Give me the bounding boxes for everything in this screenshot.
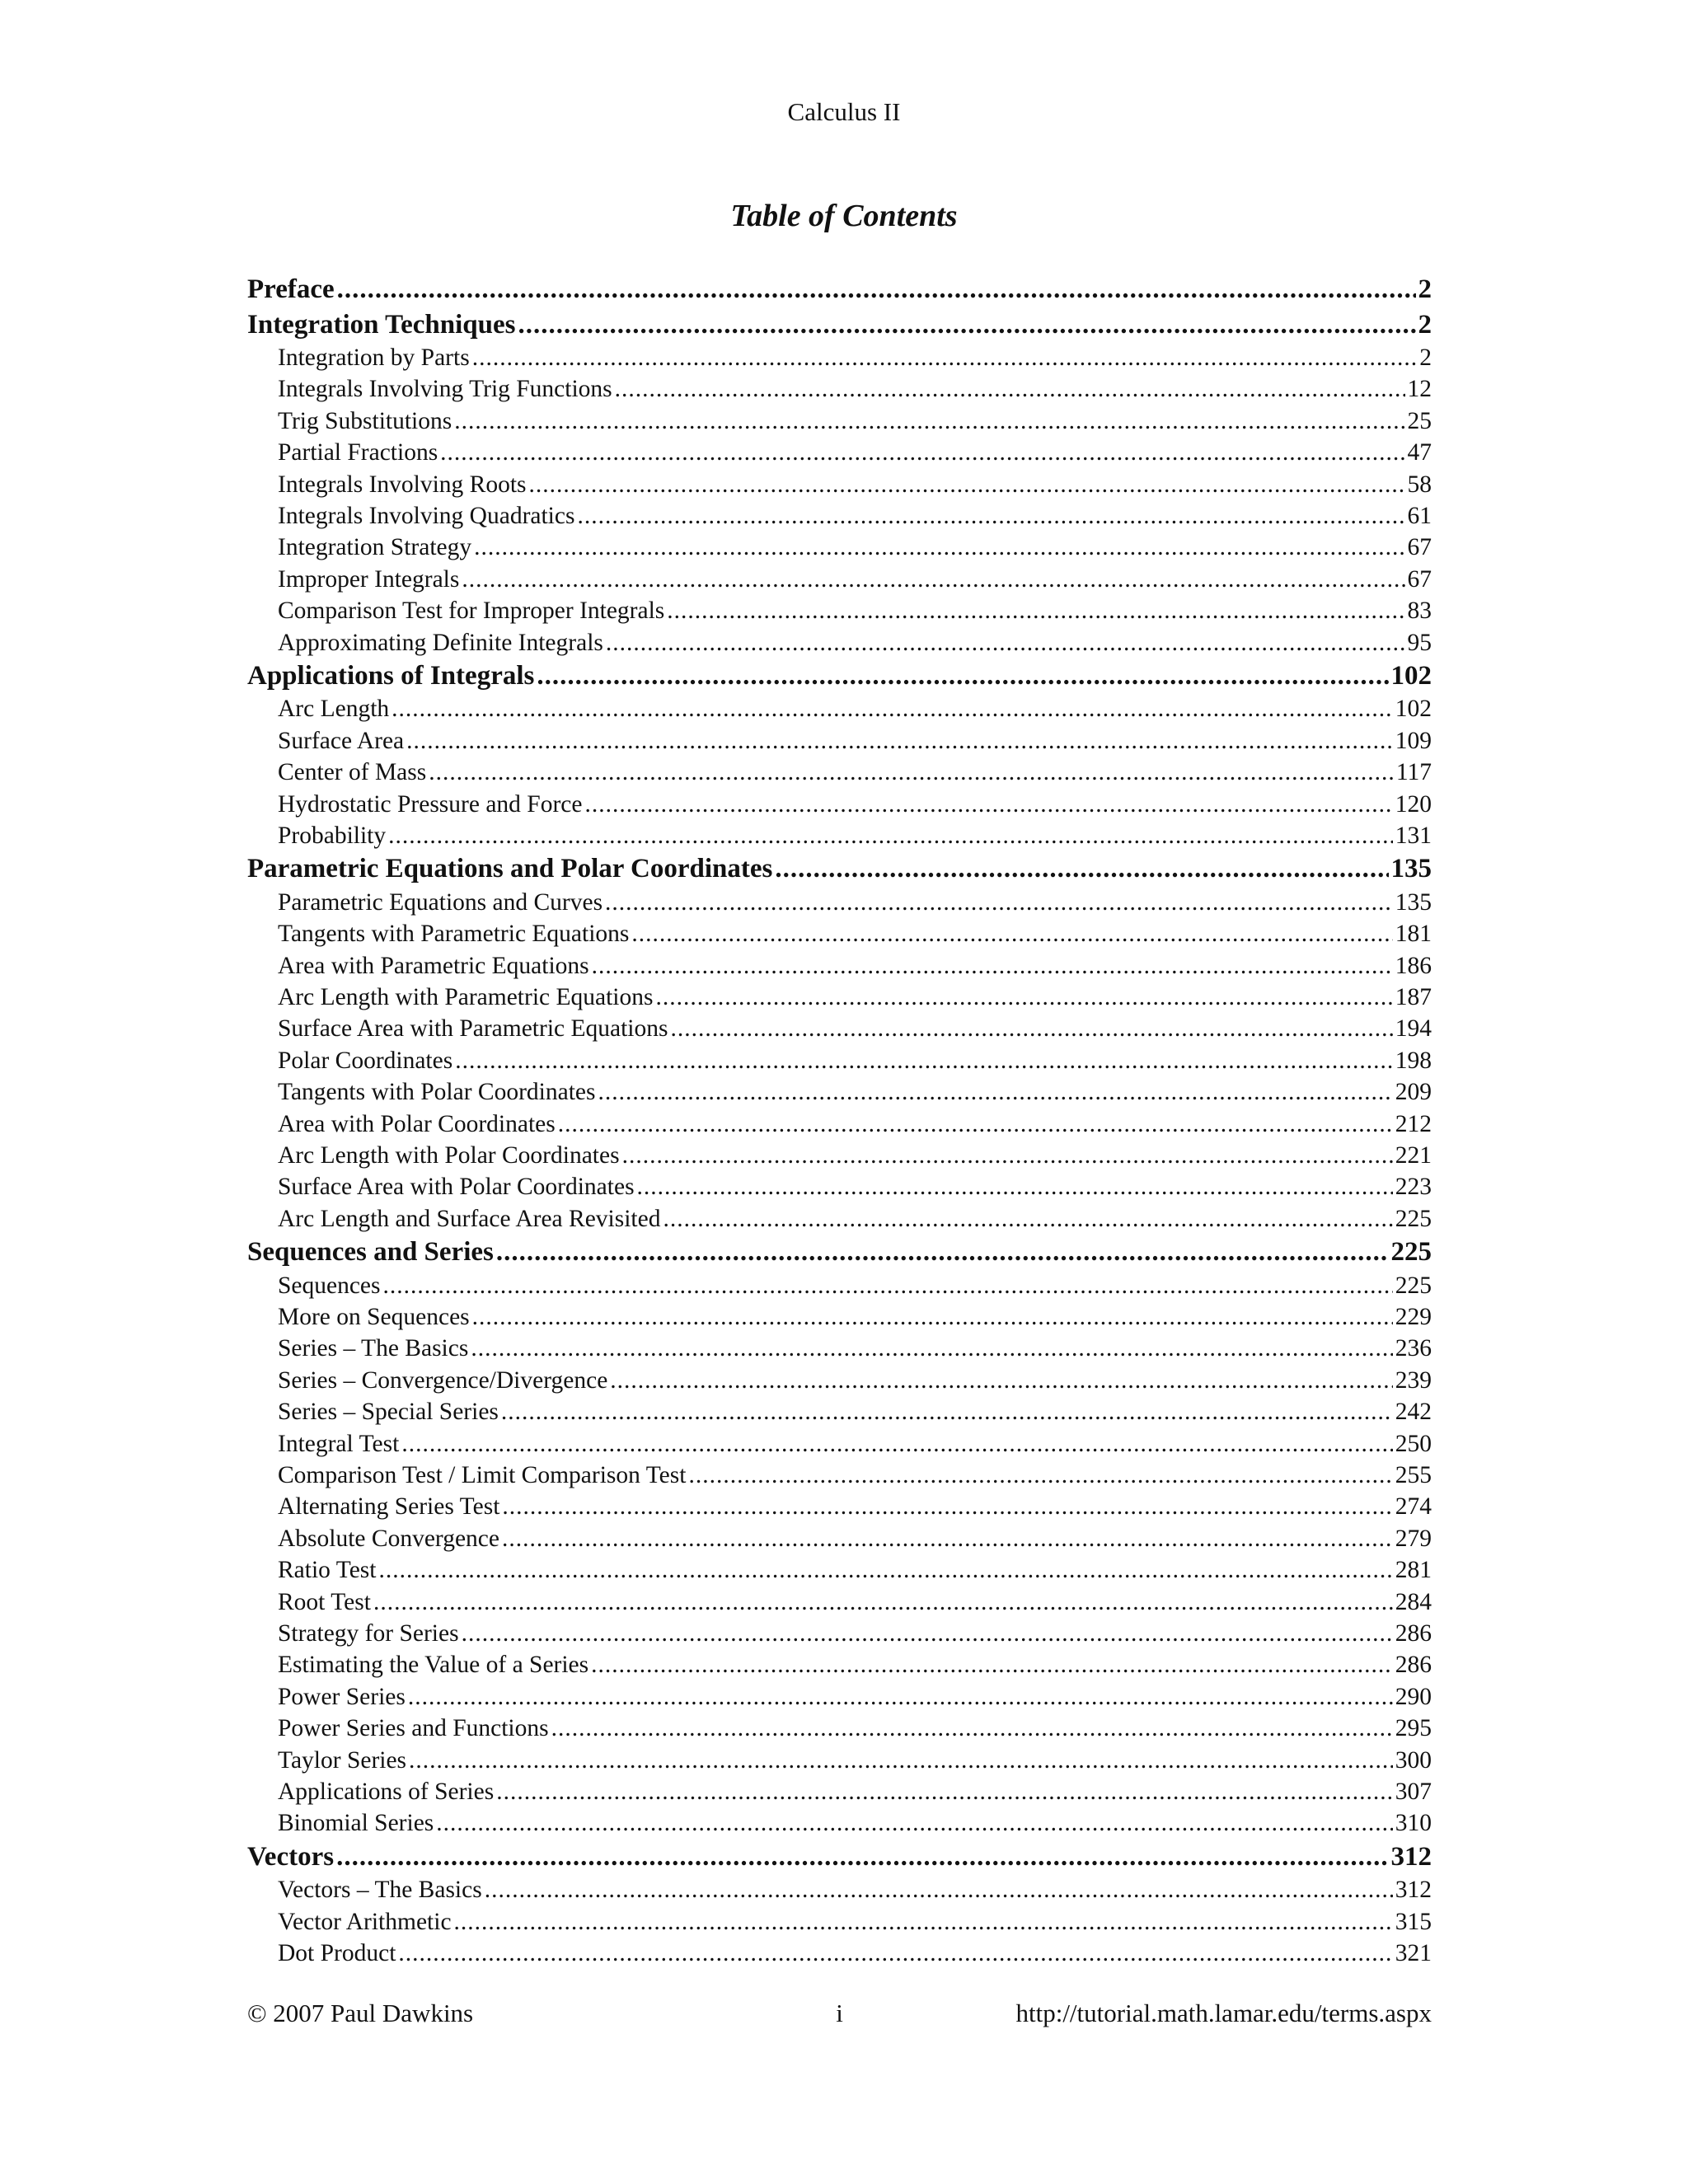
toc-entry-label: Series – Convergence/Divergence: [278, 1366, 608, 1394]
toc-entry-page-number: 12: [1407, 376, 1432, 403]
toc-chapter-entry[interactable]: [247, 658, 1432, 694]
toc-entry-page-number: 120: [1395, 790, 1432, 818]
toc-entry-page-number: 95: [1407, 629, 1432, 656]
toc-entry-label: Applications of Integrals: [247, 660, 535, 691]
toc-entry-label: Parametric Equations and Polar Coordinates: [247, 854, 773, 884]
toc-dot-leader: [591, 1649, 1393, 1680]
toc-entry-page-number: 250: [1395, 1430, 1432, 1457]
toc-entry-page-number: 225: [1395, 1205, 1432, 1232]
toc-entry-page-number: 300: [1395, 1746, 1432, 1774]
toc-entry-label: Integration by Parts: [278, 344, 470, 371]
toc-section-entry[interactable]: [247, 1523, 1432, 1554]
toc-entry-page-number: 209: [1395, 1079, 1432, 1106]
toc-dot-leader: [337, 272, 1416, 307]
toc-entry-page-number: 286: [1395, 1619, 1432, 1647]
toc-entry-label: Power Series: [278, 1683, 406, 1710]
toc-entry-page-number: 321: [1395, 1939, 1432, 1966]
toc-dot-leader: [454, 405, 1404, 437]
toc-entry-label: Vectors: [247, 1841, 335, 1872]
toc-entry-label: Area with Polar Coordinates: [278, 1110, 556, 1137]
toc-entry-page-number: 239: [1395, 1366, 1432, 1394]
toc-entry-page-number: 229: [1395, 1304, 1432, 1331]
toc-section-entry[interactable]: [247, 1333, 1432, 1364]
toc-section-entry[interactable]: [247, 950, 1432, 982]
toc-entry-page-number: 102: [1390, 660, 1432, 691]
toc-dot-leader: [605, 887, 1393, 918]
toc-entry-label: Comparison Test for Improper Integrals: [278, 598, 665, 625]
toc-dot-leader: [455, 1045, 1393, 1076]
toc-chapter-entry[interactable]: [247, 851, 1432, 887]
toc-entry-page-number: 67: [1407, 534, 1432, 561]
toc-section-entry[interactable]: [247, 1776, 1432, 1807]
toc-dot-leader: [462, 564, 1404, 595]
footer-copyright: © 2007 Paul Dawkins: [247, 1999, 474, 2027]
toc-section-entry[interactable]: [247, 1554, 1432, 1586]
toc-section-entry[interactable]: [247, 1649, 1432, 1680]
toc-section-entry[interactable]: [247, 1171, 1432, 1202]
toc-dot-leader: [631, 918, 1392, 949]
toc-section-entry[interactable]: [247, 1301, 1432, 1333]
toc-entry-label: Preface: [247, 274, 335, 304]
toc-dot-leader: [496, 1776, 1393, 1807]
toc-dot-leader: [592, 950, 1393, 982]
toc-dot-leader: [577, 500, 1404, 532]
toc-section-entry[interactable]: [247, 373, 1432, 405]
toc-entry-label: Integrals Involving Roots: [278, 471, 527, 498]
toc-dot-leader: [471, 1333, 1392, 1364]
toc-dot-leader: [637, 1171, 1393, 1202]
toc-section-entry[interactable]: [247, 1618, 1432, 1649]
toc-dot-leader: [558, 1108, 1393, 1140]
toc-dot-leader: [622, 1140, 1393, 1171]
toc-section-entry[interactable]: [247, 982, 1432, 1013]
toc-entry-label: Vector Arithmetic: [278, 1908, 452, 1935]
toc-entry-page-number: 281: [1395, 1557, 1432, 1584]
toc-entry-page-number: 221: [1395, 1141, 1432, 1169]
toc-section-entry[interactable]: [247, 820, 1432, 851]
toc-entry-label: Area with Parametric Equations: [278, 952, 589, 979]
toc-entry-page-number: 83: [1407, 598, 1432, 625]
toc-entry-label: Sequences: [278, 1272, 381, 1299]
toc-section-entry[interactable]: [247, 342, 1432, 373]
toc-entry-label: Integration Strategy: [278, 534, 472, 561]
toc-dot-leader: [474, 532, 1404, 563]
toc-entry-label: More on Sequences: [278, 1304, 470, 1331]
toc-entry-page-number: 315: [1395, 1908, 1432, 1935]
toc-section-entry[interactable]: [247, 1140, 1432, 1171]
toc-section-entry[interactable]: [247, 595, 1432, 626]
toc-section-entry[interactable]: [247, 1745, 1432, 1776]
toc-dot-leader: [667, 595, 1404, 626]
toc-dot-leader: [462, 1618, 1393, 1649]
toc-section-entry[interactable]: [247, 1108, 1432, 1140]
toc-dot-leader: [663, 1203, 1392, 1235]
toc-section-entry[interactable]: [247, 1713, 1432, 1744]
toc-dot-leader: [409, 1745, 1393, 1776]
toc-entry-page-number: 223: [1395, 1174, 1432, 1201]
toc-entry-label: Center of Mass: [278, 759, 427, 786]
toc-entry-label: Alternating Series Test: [278, 1493, 500, 1521]
toc-entry-label: Integral Test: [278, 1430, 400, 1457]
toc-entry-label: Arc Length: [278, 696, 390, 723]
toc-entry-label: Binomial Series: [278, 1810, 434, 1837]
toc-entry-label: Power Series and Functions: [278, 1715, 549, 1742]
toc-entry-label: Taylor Series: [278, 1746, 407, 1774]
toc-dot-leader: [401, 1428, 1392, 1460]
toc-entry-page-number: 255: [1395, 1462, 1432, 1488]
toc-entry-label: Estimating the Value of a Series: [278, 1652, 589, 1679]
footer-url-link[interactable]: http://tutorial.math.lamar.edu/terms.aspx: [1015, 1999, 1432, 2027]
toc-dot-leader: [440, 437, 1404, 468]
toc-dot-leader: [454, 1906, 1393, 1938]
toc-entry-label: Applications of Series: [278, 1778, 495, 1805]
toc-entry-label: Parametric Equations and Curves: [278, 888, 603, 916]
toc-entry-page-number: 307: [1395, 1778, 1432, 1805]
toc-entry-page-number: 310: [1395, 1810, 1432, 1837]
toc-entry-page-number: 135: [1395, 888, 1432, 916]
toc-chapter-entry[interactable]: [247, 307, 1432, 343]
toc-section-entry[interactable]: [247, 500, 1432, 532]
toc-entry-page-number: 2: [1419, 344, 1432, 371]
toc-section-entry[interactable]: [247, 1874, 1432, 1905]
toc-entry-label: Comparison Test / Limit Comparison Test: [278, 1462, 687, 1488]
toc-section-entry[interactable]: [247, 1203, 1432, 1235]
toc-entry-page-number: 290: [1395, 1683, 1432, 1710]
toc-entry-label: Strategy for Series: [278, 1619, 459, 1647]
toc-entry-page-number: 212: [1395, 1110, 1432, 1137]
toc-entry-label: Surface Area with Parametric Equations: [278, 1015, 668, 1043]
toc-entry-page-number: 284: [1395, 1588, 1432, 1615]
toc-dot-leader: [615, 373, 1405, 405]
toc-dot-leader: [485, 1874, 1393, 1905]
toc-entry-label: Surface Area with Polar Coordinates: [278, 1174, 635, 1201]
toc-dot-leader: [670, 1013, 1392, 1044]
page-footer: [247, 1999, 1432, 2032]
toc-section-entry[interactable]: [247, 1076, 1432, 1108]
toc-entry-label: Approximating Definite Integrals: [278, 629, 603, 656]
toc-dot-leader: [598, 1076, 1392, 1108]
toc-entry-label: Sequences and Series: [247, 1237, 494, 1268]
toc-dot-leader: [688, 1460, 1392, 1491]
toc-entry-label: Surface Area: [278, 727, 405, 754]
toc-entry-page-number: 236: [1395, 1335, 1432, 1362]
toc-entry-label: Arc Length with Polar Coordinates: [278, 1141, 620, 1169]
toc-entry-page-number: 186: [1395, 952, 1432, 979]
toc-section-entry[interactable]: [247, 1396, 1432, 1427]
toc-entry-label: Arc Length with Parametric Equations: [278, 984, 654, 1011]
toc-dot-leader: [529, 469, 1405, 500]
toc-entry-label: Polar Coordinates: [278, 1047, 453, 1074]
toc-section-entry[interactable]: [247, 1045, 1432, 1076]
toc-entry-page-number: 131: [1395, 822, 1432, 849]
toc-entry-label: Improper Integrals: [278, 565, 460, 593]
toc-section-entry[interactable]: [247, 1906, 1432, 1938]
toc-title: Table of Contents: [730, 199, 958, 233]
toc-entry-page-number: 47: [1407, 439, 1432, 466]
footer-page-number: i: [836, 1999, 843, 2027]
toc-section-entry[interactable]: [247, 725, 1432, 757]
toc-section-entry[interactable]: [247, 1938, 1432, 1969]
toc-entry-label: Hydrostatic Pressure and Force: [278, 790, 583, 818]
toc-section-entry[interactable]: [247, 1460, 1432, 1491]
toc-dot-leader: [472, 342, 1418, 373]
toc-entry-page-number: 279: [1395, 1525, 1432, 1552]
toc-dot-leader: [606, 627, 1405, 658]
toc-entry-label: Series – The Basics: [278, 1335, 469, 1362]
toc-entry-page-number: 58: [1407, 471, 1432, 498]
running-header: Calculus II: [787, 97, 901, 126]
toc-entry-label: Dot Product: [278, 1939, 396, 1966]
toc-dot-leader: [392, 693, 1393, 724]
toc-section-entry[interactable]: [247, 437, 1432, 468]
toc-entry-page-number: 2: [1418, 309, 1432, 340]
toc-section-entry[interactable]: [247, 1365, 1432, 1396]
toc-section-entry[interactable]: [247, 564, 1432, 595]
toc-chapter-entry[interactable]: [247, 272, 1432, 307]
toc-entry-page-number: 181: [1395, 921, 1432, 948]
toc-dot-leader: [398, 1938, 1392, 1969]
toc-section-entry[interactable]: [247, 532, 1432, 563]
toc-dot-leader: [537, 658, 1388, 694]
toc-entry-page-number: 242: [1395, 1399, 1432, 1426]
toc-chapter-entry[interactable]: [247, 1235, 1432, 1270]
toc-entry-page-number: 198: [1395, 1047, 1432, 1074]
toc-section-entry[interactable]: [247, 469, 1432, 500]
toc-section-entry[interactable]: [247, 693, 1432, 724]
toc-dot-leader: [502, 1523, 1393, 1554]
toc-dot-leader: [496, 1235, 1389, 1270]
toc-dot-leader: [502, 1491, 1392, 1522]
toc-dot-leader: [406, 725, 1393, 757]
toc-entry-page-number: 274: [1395, 1493, 1432, 1521]
toc-dot-leader: [501, 1396, 1393, 1427]
toc-entry-label: Root Test: [278, 1588, 371, 1615]
toc-entry-label: Partial Fractions: [278, 439, 438, 466]
toc-entry-page-number: 286: [1395, 1652, 1432, 1679]
toc-dot-leader: [518, 307, 1416, 343]
toc-entry-label: Integrals Involving Trig Functions: [278, 376, 612, 403]
toc-entry-label: Integration Techniques: [247, 309, 516, 340]
toc-section-entry[interactable]: [247, 757, 1432, 788]
toc-entry-page-number: 312: [1395, 1877, 1432, 1904]
toc-section-entry[interactable]: [247, 1586, 1432, 1618]
toc-section-entry[interactable]: [247, 1270, 1432, 1301]
toc-entry-label: Trig Substitutions: [278, 407, 452, 434]
toc-entry-label: Vectors – The Basics: [278, 1877, 482, 1904]
toc-entry-page-number: 61: [1407, 502, 1432, 529]
toc-entry-page-number: 2: [1418, 274, 1432, 304]
toc-entry-page-number: 67: [1407, 565, 1432, 593]
toc-entry-label: Tangents with Parametric Equations: [278, 921, 630, 948]
toc-entry-page-number: 187: [1395, 984, 1432, 1011]
toc-entry-label: Tangents with Polar Coordinates: [278, 1079, 596, 1106]
toc-chapter-entry[interactable]: [247, 1840, 1432, 1875]
toc-entry-page-number: 194: [1395, 1015, 1432, 1043]
toc-entry-page-number: 225: [1395, 1272, 1432, 1299]
toc-entry-label: Integrals Involving Quadratics: [278, 502, 575, 529]
table-of-contents: [247, 272, 1432, 1969]
toc-entry-label: Series – Special Series: [278, 1399, 499, 1426]
toc-section-entry[interactable]: [247, 1428, 1432, 1460]
toc-entry-page-number: 225: [1390, 1237, 1432, 1268]
toc-dot-leader: [388, 820, 1393, 851]
toc-entry-label: Probability: [278, 822, 387, 849]
toc-section-entry[interactable]: [247, 887, 1432, 918]
toc-dot-leader: [383, 1270, 1393, 1301]
toc-entry-page-number: 117: [1395, 759, 1432, 786]
toc-section-entry[interactable]: [247, 1491, 1432, 1522]
toc-section-entry[interactable]: [247, 918, 1432, 949]
toc-dot-leader: [378, 1554, 1392, 1586]
toc-section-entry[interactable]: [247, 405, 1432, 437]
toc-entry-page-number: 25: [1407, 407, 1432, 434]
toc-section-entry[interactable]: [247, 1013, 1432, 1044]
toc-entry-label: Absolute Convergence: [278, 1525, 499, 1552]
toc-dot-leader: [373, 1586, 1393, 1618]
toc-dot-leader: [436, 1807, 1392, 1839]
toc-entry-page-number: 312: [1390, 1841, 1432, 1872]
toc-dot-leader: [655, 982, 1392, 1013]
toc-dot-leader: [408, 1681, 1393, 1713]
toc-entry-page-number: 295: [1395, 1715, 1432, 1742]
toc-section-entry[interactable]: [247, 789, 1432, 820]
toc-dot-leader: [551, 1713, 1393, 1744]
toc-dot-leader: [775, 851, 1388, 887]
toc-dot-leader: [429, 757, 1394, 788]
toc-dot-leader: [336, 1840, 1388, 1875]
toc-section-entry[interactable]: [247, 1681, 1432, 1713]
toc-entry-label: Arc Length and Surface Area Revisited: [278, 1205, 661, 1232]
toc-dot-leader: [584, 789, 1392, 820]
toc-section-entry[interactable]: [247, 627, 1432, 658]
toc-entry-page-number: 135: [1390, 854, 1432, 884]
toc-entry-label: Ratio Test: [278, 1557, 377, 1584]
toc-entry-page-number: 102: [1395, 696, 1432, 723]
toc-entry-page-number: 109: [1395, 727, 1432, 754]
toc-dot-leader: [610, 1365, 1392, 1396]
toc-section-entry[interactable]: [247, 1807, 1432, 1839]
toc-dot-leader: [472, 1301, 1393, 1333]
